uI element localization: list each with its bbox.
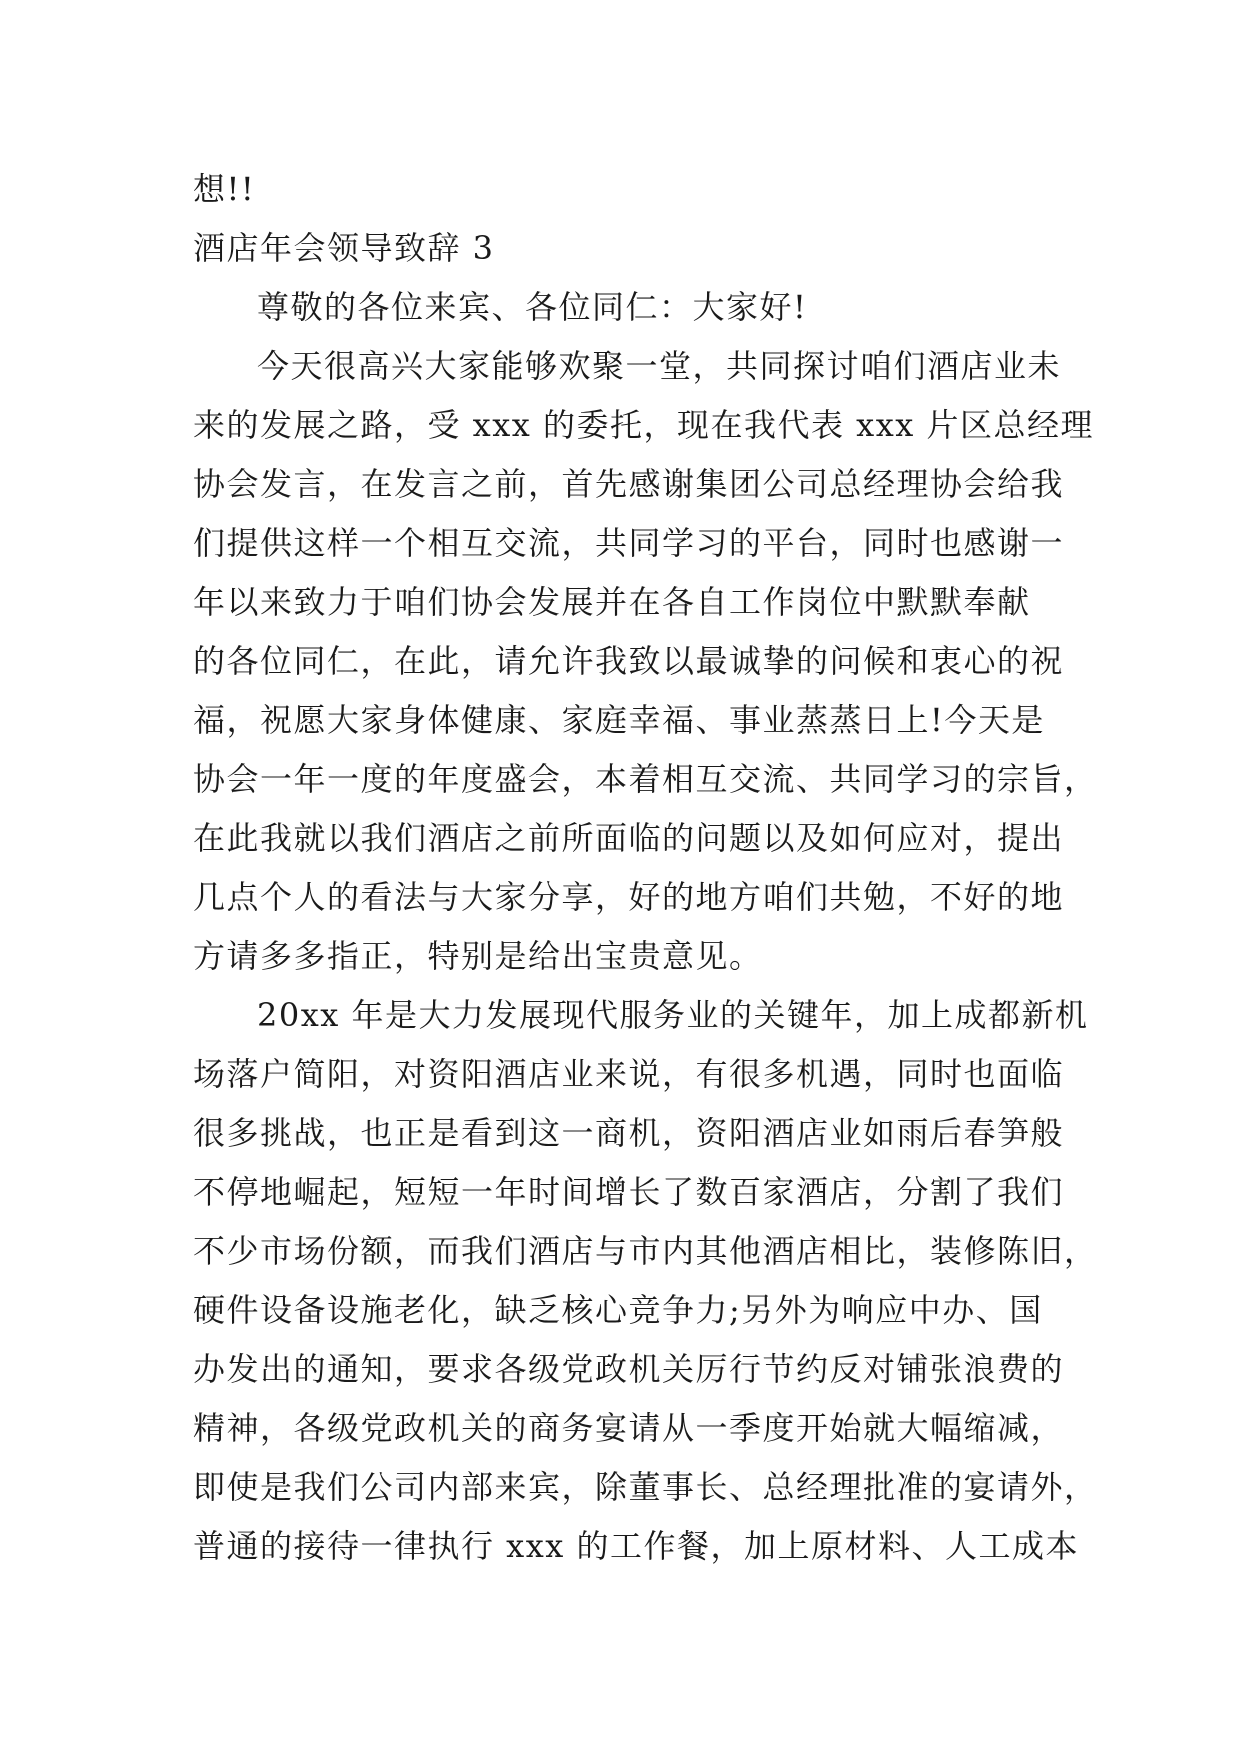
text-line: 普通的接待一律执行 xxx 的工作餐，加上原材料、人工成本	[193, 1527, 1079, 1565]
text-line: 精神，各级党政机关的商务宴请从一季度开始就大幅缩减，	[193, 1409, 1065, 1447]
text-line: 想!!	[193, 170, 256, 208]
text-line: 不少市场份额，而我们酒店与市内其他酒店相比，装修陈旧，	[193, 1232, 1098, 1270]
section-title: 酒店年会领导致辞 3	[193, 229, 495, 267]
text-line: 办发出的通知，要求各级党政机关厉行节约反对铺张浪费的	[193, 1350, 1065, 1388]
text-line: 今天很高兴大家能够欢聚一堂，共同探讨咱们酒店业未	[257, 347, 1062, 385]
salutation: 尊敬的各位来宾、各位同仁：大家好!	[257, 288, 808, 326]
text-line: 即使是我们公司内部来宾，除董事长、总经理批准的宴请外，	[193, 1468, 1098, 1506]
text-line: 协会一年一度的年度盛会，本着相互交流、共同学习的宗旨，	[193, 760, 1098, 798]
text-line: 硬件设备设施老化，缺乏核心竞争力;另外为响应中办、国	[193, 1291, 1043, 1329]
text-line: 不停地崛起，短短一年时间增长了数百家酒店，分割了我们	[193, 1173, 1065, 1211]
text-line: 的各位同仁，在此，请允许我致以最诚挚的问候和衷心的祝	[193, 642, 1065, 680]
text-line: 年以来致力于咱们协会发展并在各自工作岗位中默默奉献	[193, 583, 1031, 621]
text-line: 来的发展之路，受 xxx 的委托，现在我代表 xxx 片区总经理	[193, 406, 1094, 444]
text-line: 方请多多指正，特别是给出宝贵意见。	[193, 937, 763, 975]
text-line: 福，祝愿大家身体健康、家庭幸福、事业蒸蒸日上!今天是	[193, 701, 1045, 739]
text-line: 协会发言，在发言之前，首先感谢集团公司总经理协会给我	[193, 465, 1065, 503]
text-line: 几点个人的看法与大家分享，好的地方咱们共勉，不好的地	[193, 878, 1065, 916]
text-line: 20xx 年是大力发展现代服务业的关键年，加上成都新机	[257, 996, 1089, 1034]
text-line: 们提供这样一个相互交流，共同学习的平台，同时也感谢一	[193, 524, 1065, 562]
document-body	[193, 160, 1098, 1576]
text-line: 场落户简阳，对资阳酒店业来说，有很多机遇，同时也面临	[193, 1055, 1065, 1093]
text-line: 在此我就以我们酒店之前所面临的问题以及如何应对，提出	[193, 819, 1065, 857]
text-line: 很多挑战，也正是看到这一商机，资阳酒店业如雨后春笋般	[193, 1114, 1065, 1152]
